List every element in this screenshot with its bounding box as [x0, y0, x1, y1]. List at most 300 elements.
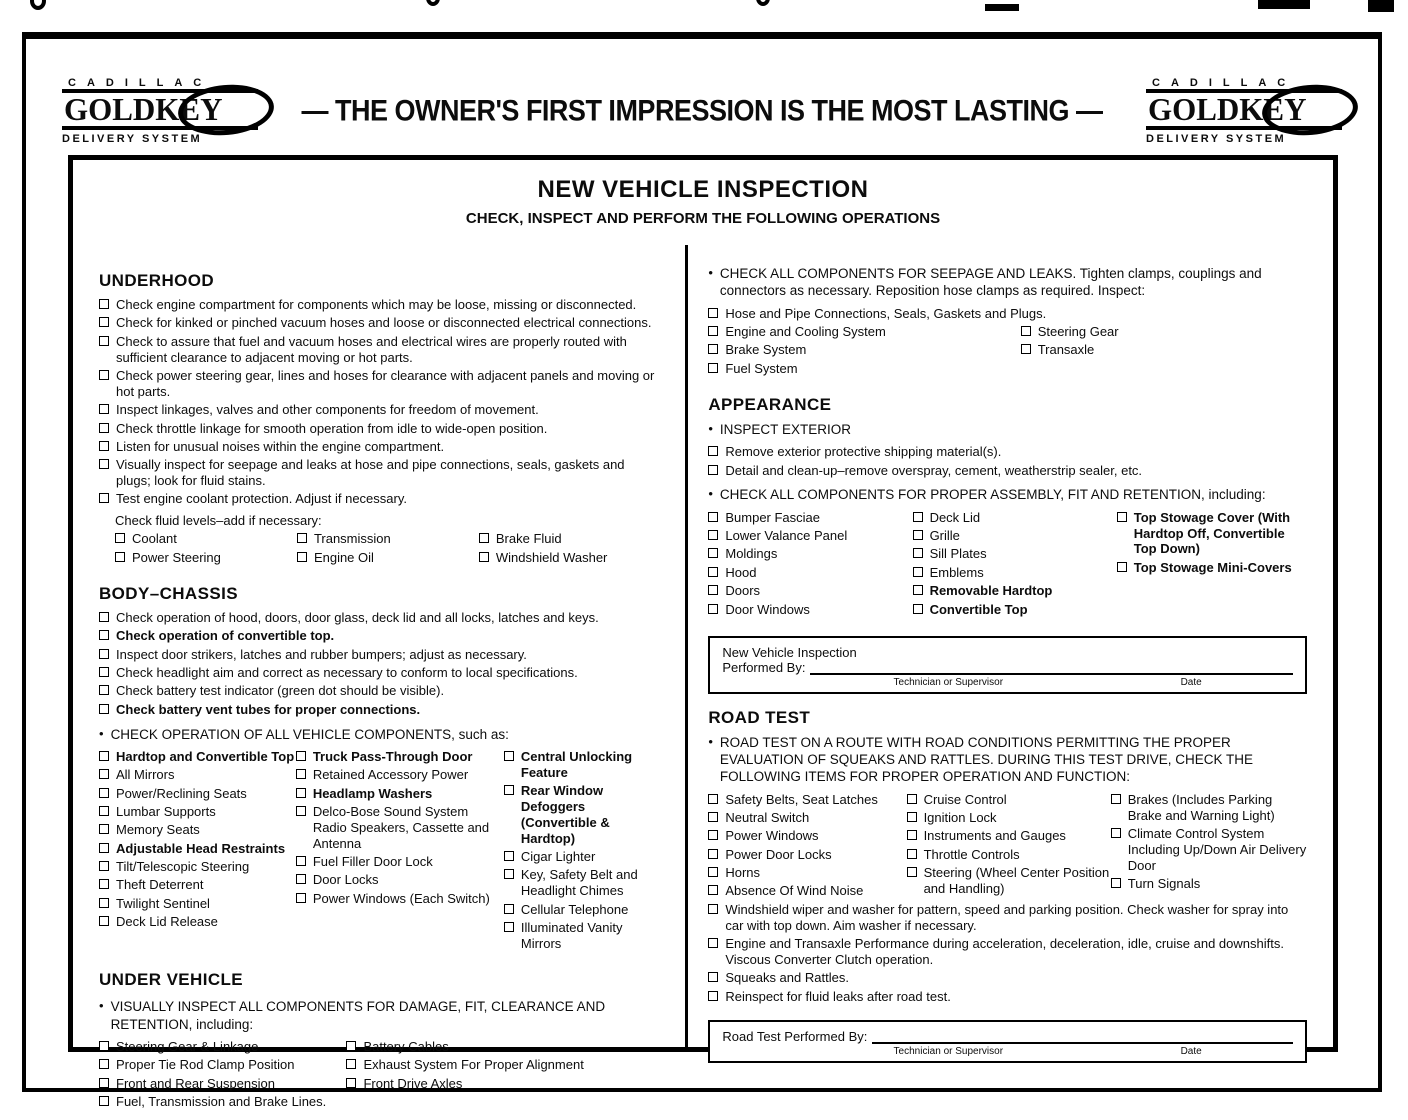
checklist-item-label: Grille: [929, 528, 960, 544]
checklist-item: [99, 297, 661, 313]
checklist-item-label: Sill Plates: [929, 546, 987, 562]
checkbox[interactable]: [708, 530, 718, 540]
checkbox[interactable]: [907, 812, 917, 822]
checkbox[interactable]: [99, 667, 109, 677]
checklist-item-label: Windshield wiper and washer for pattern, speed and parking position. Check washer for spray into car with top down. Aim washer if necessary.: [725, 901, 1289, 933]
checklist-item: [907, 792, 1111, 808]
checkbox[interactable]: [913, 567, 923, 577]
checklist-item: [99, 1039, 346, 1055]
checklist-item-label: Check battery vent tubes for proper connections.: [116, 701, 421, 717]
checkbox[interactable]: [99, 459, 109, 469]
checklist-item: [99, 877, 296, 893]
checkbox[interactable]: [504, 851, 514, 861]
logo-delivery-text: DELIVERY SYSTEM: [62, 133, 203, 145]
checklist-item: [99, 914, 296, 930]
section-body-chassis: [99, 584, 661, 954]
checkbox[interactable]: [99, 806, 109, 816]
checkbox[interactable]: [504, 785, 514, 795]
assembly-bullet: [708, 486, 1309, 503]
checklist-item-label: Check power steering gear, lines and hoses for clearance with adjacent panels and moving or hot parts.: [116, 367, 655, 399]
checklist-item: [708, 463, 1309, 479]
checkbox[interactable]: [708, 830, 718, 840]
checkbox[interactable]: [99, 630, 109, 640]
checklist-item-label: Emblems: [929, 564, 984, 580]
checklist-item-label: Steering (Wheel Center Position and Handling): [923, 865, 1110, 896]
checkbox[interactable]: [708, 446, 718, 456]
checkbox[interactable]: [99, 1078, 109, 1088]
checklist-item: [913, 602, 1117, 618]
checklist-item-label: Climate Control System Including Up/Down Air Delivery Door: [1127, 825, 1307, 873]
checklist-item-label: Tilt/Telescopic Steering: [116, 859, 250, 875]
checklist-item-label: Truck Pass-Through Door: [312, 748, 473, 764]
checklist-item-label: Theft Deterrent: [116, 877, 204, 893]
checklist-item-label: Check operation of convertible top.: [116, 628, 335, 644]
checklist-item: [99, 457, 661, 489]
checklist-item: [346, 1076, 661, 1092]
checklist-item: [296, 804, 504, 852]
checklist-item-label: Detail and clean-up–remove overspray, cement, weatherstrip sealer, etc.: [725, 462, 1143, 478]
checklist-item: [99, 421, 661, 437]
checklist-item: [504, 902, 661, 918]
header-tagline: — THE OWNER'S FIRST IMPRESSION IS THE MOST LASTING —: [301, 94, 1103, 127]
checkbox[interactable]: [708, 604, 718, 614]
checkbox[interactable]: [99, 1059, 109, 1069]
signature-label: Performed By:: [722, 659, 806, 675]
checkbox[interactable]: [297, 552, 307, 562]
checkbox[interactable]: [913, 548, 923, 558]
checklist-item-label: Key, Safety Belt and Headlight Chimes: [520, 867, 638, 899]
checkbox[interactable]: [913, 604, 923, 614]
checkbox[interactable]: [99, 493, 109, 503]
checklist-item: [296, 767, 504, 783]
checkbox[interactable]: [907, 867, 917, 877]
checklist-item-label: Bumper Fasciae: [725, 509, 821, 525]
checklist-item-label: Check to assure that fuel and vacuum hoses and electrical wires are properly routed with sufficient clearance to adjacent moving or hot parts.: [116, 333, 627, 365]
checklist-item: [708, 546, 912, 562]
checklist-item-label: Test engine coolant protection. Adjust if necessary.: [116, 491, 407, 507]
checklist-item-label: Transaxle: [1037, 342, 1095, 358]
checkbox[interactable]: [708, 326, 718, 336]
checkbox[interactable]: [99, 404, 109, 414]
checkbox[interactable]: [907, 830, 917, 840]
checklist-item-label: Twilight Sentinel: [116, 895, 210, 911]
section-heading: UNDER VEHICLE: [99, 970, 244, 990]
checkbox[interactable]: [708, 548, 718, 558]
checklist-item-label: Convertible Top: [929, 601, 1028, 617]
checkbox[interactable]: [1021, 344, 1031, 354]
checkbox[interactable]: [708, 344, 718, 354]
seepage-col-2: [1021, 324, 1309, 379]
checklist-item-label: Steering Gear: [1037, 323, 1119, 339]
checklist-item: [1021, 342, 1309, 358]
checklist-item: [708, 828, 906, 844]
checklist-item: [913, 528, 1117, 544]
checkbox[interactable]: [1117, 562, 1127, 572]
checkbox[interactable]: [99, 317, 109, 327]
under-vehicle-col-1: [99, 1039, 346, 1112]
checklist-item: [99, 315, 661, 331]
fluid-col-2: [297, 531, 479, 568]
checklist-item: [297, 531, 479, 547]
checklist-item-label: Hose and Pipe Connections, Seals, Gaskets and Plugs.: [725, 305, 1047, 321]
checklist-item: [297, 550, 479, 566]
checklist-item-label: Front Drive Axles: [363, 1075, 463, 1091]
checklist-item: [99, 841, 296, 857]
checkbox[interactable]: [479, 533, 489, 543]
left-column: [73, 245, 685, 1109]
checklist-item: [479, 531, 661, 547]
checklist-item: [913, 583, 1117, 599]
body-chassis-checklist: [99, 610, 661, 718]
checklist-item: [708, 847, 906, 863]
checklist-item-label: Visually inspect for seepage and leaks at hose and pipe connections, seals, gaskets and plugs; look for fluid stains.: [116, 457, 625, 489]
checklist-item: [99, 439, 661, 455]
checkbox[interactable]: [913, 512, 923, 522]
checklist-item: [907, 810, 1111, 826]
checklist-item: [99, 804, 296, 820]
goldkey-logo-right: [1146, 77, 1342, 145]
checklist-item-label: Moldings: [725, 546, 778, 562]
checkbox[interactable]: [708, 465, 718, 475]
checklist-item-label: Neutral Switch: [725, 810, 810, 826]
road-test-full-items: [708, 902, 1309, 1005]
signature-line[interactable]: [872, 1029, 1293, 1044]
checklist-item-label: Headlamp Washers: [312, 785, 433, 801]
checklist-item-label: Deck Lid: [929, 509, 981, 525]
checklist-item: [346, 1039, 661, 1055]
checklist-item-label: Front and Rear Suspension: [116, 1075, 275, 1091]
checkbox[interactable]: [708, 794, 718, 804]
seepage-col-1: [708, 324, 1020, 379]
checklist-item: [708, 528, 912, 544]
appearance-col-2: [913, 510, 1117, 620]
signature-row: [722, 1029, 1293, 1044]
checklist-item: [907, 865, 1111, 897]
checkbox[interactable]: [99, 336, 109, 346]
checkbox[interactable]: [708, 585, 718, 595]
checklist-item-label: Transmission: [313, 531, 391, 547]
checklist-item-label: Lumbar Supports: [116, 804, 216, 820]
checklist-item-label: Listen for unusual noises within the engine compartment.: [116, 438, 445, 454]
checkbox[interactable]: [504, 904, 514, 914]
checklist-item: [708, 602, 912, 618]
logo-goldkey-text: GOLDKEY: [1148, 91, 1307, 128]
checklist-item-label: Brakes (Includes Parking Brake and Warning Light): [1127, 791, 1275, 823]
checkbox[interactable]: [708, 938, 718, 948]
checkbox[interactable]: [99, 843, 109, 853]
checkbox[interactable]: [708, 904, 718, 914]
checklist-item: [708, 902, 1309, 934]
checklist-item-label: Deck Lid Release: [116, 914, 218, 930]
components-grid: [99, 749, 661, 954]
checkbox[interactable]: [99, 299, 109, 309]
checkbox[interactable]: [1117, 512, 1127, 522]
section-under-vehicle: [99, 970, 661, 1112]
road-test-grid: [708, 792, 1309, 902]
checkbox[interactable]: [708, 363, 718, 373]
checklist-item: [708, 565, 912, 581]
checklist-item: [504, 920, 661, 952]
checkbox[interactable]: [99, 441, 109, 451]
inspect-exterior-bullet: [708, 421, 1309, 438]
components-col-1: [99, 749, 296, 954]
checkbox[interactable]: [99, 788, 109, 798]
checklist-item-label: Proper Tie Rod Clamp Position: [116, 1057, 295, 1073]
checklist-item-label: Illuminated Vanity Mirrors: [520, 920, 623, 951]
checklist-item-label: Door Locks: [312, 872, 379, 888]
signature-sublabels: [722, 1046, 1293, 1057]
checklist-item: [708, 989, 1309, 1005]
road-test-signature-box: [708, 1020, 1307, 1063]
checklist-item-label: Power/Reclining Seats: [116, 785, 247, 801]
checklist-item: [1111, 826, 1309, 874]
section-heading: APPEARANCE: [708, 394, 832, 414]
checklist-item: [1021, 324, 1309, 340]
checklist-item-label: Fuel, Transmission and Brake Lines.: [116, 1093, 327, 1109]
checkbox[interactable]: [708, 849, 718, 859]
checklist-item: [115, 531, 297, 547]
checklist-item-label: Inspect door strikers, latches and rubber bumpers; adjust as necessary.: [116, 646, 527, 662]
section-appearance: [708, 395, 1309, 620]
checkbox[interactable]: [504, 922, 514, 932]
checkbox[interactable]: [296, 856, 306, 866]
checklist-item-label: Cruise Control: [923, 791, 1007, 807]
checklist-item: [296, 786, 504, 802]
checklist-item: [708, 361, 1020, 377]
fluid-levels-block: [115, 513, 661, 568]
checkbox[interactable]: [479, 552, 489, 562]
checklist-item-label: All Mirrors: [116, 767, 175, 783]
checkbox[interactable]: [907, 849, 917, 859]
checkbox[interactable]: [296, 751, 306, 761]
checkbox[interactable]: [99, 769, 109, 779]
underhood-checklist: [99, 297, 661, 507]
checklist-item-label: Engine and Transaxle Performance during acceleration, deceleration, idle, cruise and downshifts. Viscous Converter Clutch operation.: [725, 936, 1284, 967]
checklist-item-label: Memory Seats: [116, 822, 200, 838]
checklist-item-label: Adjustable Head Restraints: [116, 840, 286, 856]
checklist-item-label: Power Door Locks: [725, 846, 832, 862]
signature-label: Road Test Performed By:: [722, 1029, 868, 1045]
checkbox[interactable]: [99, 861, 109, 871]
seepage-full-items: [708, 306, 1309, 322]
checklist-item: [99, 368, 661, 400]
date-label: Date: [1180, 676, 1202, 688]
checklist-item: [504, 867, 661, 899]
form-subtitle: CHECK, INSPECT AND PERFORM THE FOLLOWING OPERATIONS: [465, 210, 941, 227]
checkbox[interactable]: [99, 370, 109, 380]
checklist-item: [99, 749, 296, 765]
checklist-item-label: Brake System: [725, 342, 807, 358]
signature-row: [722, 645, 1293, 660]
logo-delivery-text: DELIVERY SYSTEM: [1146, 133, 1287, 145]
checklist-item-label: Central Unlocking Feature: [520, 748, 633, 780]
checkbox[interactable]: [1111, 794, 1121, 804]
checkbox[interactable]: [708, 512, 718, 522]
checklist-item-label: Top Stowage Cover (With Hardtop Off, Convertible Top Down): [1133, 509, 1291, 557]
checkbox[interactable]: [99, 1041, 109, 1051]
technician-label: Technician or Supervisor: [893, 676, 1004, 688]
form-columns: [73, 245, 1333, 1109]
signature-sublabels: [722, 677, 1293, 688]
checklist-item-label: Retained Accessory Power: [312, 767, 469, 783]
checklist-item-label: Reinspect for fluid leaks after road test.: [725, 988, 951, 1004]
checklist-item: [99, 767, 296, 783]
checkbox[interactable]: [296, 893, 306, 903]
checklist-item: [504, 849, 661, 865]
checkbox[interactable]: [115, 552, 125, 562]
checklist-item: [504, 783, 661, 846]
fluid-levels-label: Check fluid levels–add if necessary:: [115, 513, 322, 529]
checkbox[interactable]: [296, 788, 306, 798]
components-col-3: [504, 749, 661, 954]
bullet-text: • ROAD TEST ON A ROUTE WITH ROAD CONDITIONS PERMITTING THE PROPER EVALUATION OF SQUEAKS AND RATTLES. DURING THIS TEST DRIVE, CHECK THE FOLLOWING ITEMS FOR PROPER OPERATION AND FUNCTION:: [719, 734, 1254, 785]
section-heading: ROAD TEST: [708, 707, 811, 727]
checklist-item-label: Delco-Bose Sound System Radio Speakers, Cassette and Antenna: [312, 804, 490, 851]
checkbox[interactable]: [99, 704, 109, 714]
checklist-item: [99, 647, 661, 663]
checkbox[interactable]: [708, 567, 718, 577]
checkbox[interactable]: [708, 867, 718, 877]
checkbox[interactable]: [99, 824, 109, 834]
checklist-item: [708, 810, 906, 826]
checkbox[interactable]: [346, 1059, 356, 1069]
checkbox[interactable]: [296, 874, 306, 884]
checklist-item-label: Hardtop and Convertible Top: [116, 748, 295, 764]
checkbox[interactable]: [99, 1096, 109, 1106]
checkbox[interactable]: [504, 869, 514, 879]
checkbox[interactable]: [99, 423, 109, 433]
signature-row: [722, 660, 1293, 675]
checklist-item: [99, 1076, 346, 1092]
checkbox[interactable]: [99, 879, 109, 889]
bullet-text: • INSPECT EXTERIOR: [719, 421, 851, 437]
checklist-item-label: Check headlight aim and correct as necessary to conform to local specifications.: [116, 665, 578, 681]
checkbox[interactable]: [913, 530, 923, 540]
checkbox[interactable]: [115, 533, 125, 543]
checklist-item-label: Check for kinked or pinched vacuum hoses and loose or disconnected electrical connections.: [116, 315, 652, 331]
section-seepage-leaks: [708, 265, 1309, 379]
checklist-item-label: Removable Hardtop: [929, 583, 1053, 599]
checklist-item: [504, 749, 661, 781]
checklist-item-label: Check engine compartment for components which may be loose, missing or disconnected.: [116, 297, 637, 312]
checklist-item: [708, 444, 1309, 460]
checklist-item-label: Steering Gear & Linkage: [116, 1038, 259, 1054]
form-title: NEW VEHICLE INSPECTION: [537, 176, 869, 203]
technician-label: Technician or Supervisor: [893, 1046, 1004, 1058]
checklist-item-label: Fuel System: [725, 360, 798, 376]
checklist-item-label: Hood: [725, 564, 757, 580]
checklist-item-label: Fuel Filler Door Lock: [312, 854, 433, 870]
logo-cadillac-text: CADILLAC: [68, 77, 213, 89]
checkbox[interactable]: [1111, 828, 1121, 838]
checklist-item: [99, 610, 661, 626]
checklist-item: [99, 334, 661, 366]
checklist-item: [479, 550, 661, 566]
logo-main-wrap: [1146, 89, 1342, 130]
checklist-item-label: Cigar Lighter: [520, 849, 596, 865]
checklist-item-label: Windshield Washer: [495, 549, 608, 565]
appearance-grid: [708, 510, 1309, 620]
checkbox[interactable]: [99, 612, 109, 622]
checklist-item: [907, 847, 1111, 863]
checkbox[interactable]: [708, 991, 718, 1001]
checklist-item-label: Remove exterior protective shipping material(s).: [725, 444, 1002, 460]
checkbox[interactable]: [99, 685, 109, 695]
checklist-item-label: Coolant: [132, 531, 177, 547]
checkbox[interactable]: [346, 1078, 356, 1088]
section-underhood: [99, 271, 661, 568]
date-label: Date: [1180, 1046, 1202, 1058]
scan-artifact: [985, 4, 1019, 11]
checklist-item: [708, 510, 912, 526]
checklist-item: [99, 896, 296, 912]
checklist-item: [115, 550, 297, 566]
checkbox[interactable]: [1111, 878, 1121, 888]
checklist-item-label: Lower Valance Panel: [725, 528, 848, 544]
checklist-item: [708, 342, 1020, 358]
under-vehicle-bullet: [99, 998, 661, 1033]
checkbox[interactable]: [99, 898, 109, 908]
fluid-col-1: [115, 531, 297, 568]
checklist-item: [346, 1057, 661, 1073]
checklist-item: [708, 936, 1309, 968]
checkbox[interactable]: [907, 794, 917, 804]
checkbox[interactable]: [346, 1041, 356, 1051]
goldkey-logo-left: [62, 77, 258, 145]
checklist-item: [99, 402, 661, 418]
fluid-levels-grid: [115, 531, 661, 568]
scan-artifact: [1368, 0, 1394, 12]
checklist-item: [99, 702, 661, 718]
checkbox[interactable]: [1021, 326, 1031, 336]
checkbox[interactable]: [708, 812, 718, 822]
checklist-item-label: Check operation of hood, doors, door glass, deck lid and all locks, latches and keys.: [116, 610, 599, 626]
checkbox[interactable]: [913, 585, 923, 595]
checkbox[interactable]: [99, 916, 109, 926]
checklist-item-label: Instruments and Gauges: [923, 828, 1066, 844]
checkbox[interactable]: [99, 751, 109, 761]
checkbox[interactable]: [708, 885, 718, 895]
checkbox[interactable]: [504, 751, 514, 761]
checklist-item-label: Engine Oil: [313, 549, 374, 565]
bullet-text: • CHECK OPERATION OF ALL VEHICLE COMPONENTS, such as:: [110, 726, 509, 742]
checklist-item: [708, 306, 1309, 322]
logo-cadillac-text: CADILLAC: [1152, 77, 1297, 89]
inspection-form: [68, 155, 1338, 1109]
checklist-item-label: Exhaust System For Proper Alignment: [363, 1057, 584, 1073]
section-road-test: [708, 708, 1309, 1005]
checklist-item: [99, 683, 661, 699]
checkbox[interactable]: [708, 972, 718, 982]
scan-artifact: [1258, 0, 1310, 9]
checklist-item-label: Horns: [725, 865, 761, 881]
checklist-item: [99, 491, 661, 507]
logo-goldkey-text: GOLDKEY: [64, 91, 223, 128]
under-vehicle-col-2: [346, 1039, 661, 1112]
checkbox[interactable]: [297, 533, 307, 543]
checkbox[interactable]: [708, 308, 718, 318]
checklist-item: [99, 786, 296, 802]
bullet-text: • CHECK ALL COMPONENTS FOR SEEPAGE AND LEAKS. Tighten clamps, couplings and connectors as necessary. Reposition hose clamps as required. Inspect:: [719, 266, 1262, 299]
checkbox[interactable]: [296, 769, 306, 779]
appearance-col-3: [1117, 510, 1309, 620]
section-heading: UNDERHOOD: [99, 271, 215, 290]
road-test-bullet: [708, 734, 1309, 786]
checklist-item: [296, 854, 504, 870]
signature-line[interactable]: [810, 660, 1293, 675]
checkbox[interactable]: [296, 806, 306, 816]
checkbox[interactable]: [99, 649, 109, 659]
